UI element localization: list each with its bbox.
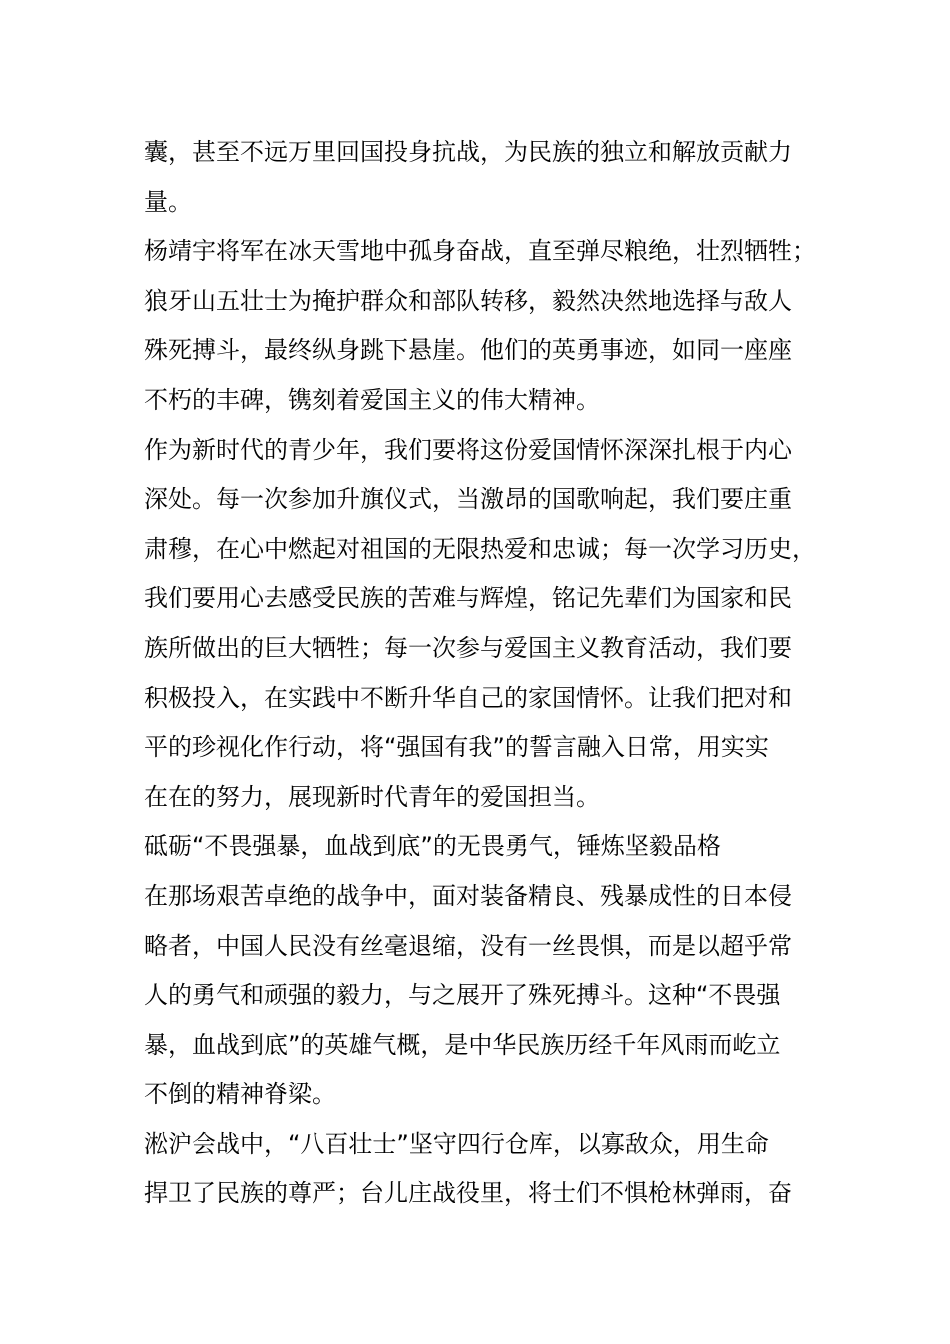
text-line: 捍卫了民族的尊严；台儿庄战役里，将士们不惧枪林弹雨，奋 [144,1179,792,1208]
text-line: 量。 [144,187,192,216]
text-line: 我们要用心去感受民族的苦难与辉煌，铭记先辈们为国家和民 [144,584,792,613]
text-line: 族所做出的巨大牺牲；每一次参与爱国主义教育活动，我们要 [144,633,792,662]
text-line: 狼牙山五壮士为掩护群众和部队转移，毅然决然地选择与敌人 [144,286,792,315]
text-line: 杨靖宇将军在冰天雪地中孤身奋战，直至弹尽粮绝，壮烈牺牲； [144,237,816,266]
text-line: 作为新时代的青少年，我们要将这份爱国情怀深深扎根于内心 [144,435,792,464]
text-line: 平的珍视化作行动，将“强国有我”的誓言融入日常，用实实 [144,733,769,762]
text-line: 略者，中国人民没有丝毫退缩，没有一丝畏惧，而是以超乎常 [144,931,792,960]
text-line: 在在的努力，展现新时代青年的爱国担当。 [144,782,600,811]
text-line: 淞沪会战中，“八百壮士”坚守四行仓库，以寡敌众，用生命 [144,1129,769,1158]
text-line: 积极投入，在实践中不断升华自己的家国情怀。让我们把对和 [144,683,792,712]
text-line: 殊死搏斗，最终纵身跳下悬崖。他们的英勇事迹，如同一座座 [144,336,792,365]
text-line: 暴，血战到底”的英雄气概，是中华民族历经千年风雨而屹立 [144,1030,781,1059]
body-text [144,128,834,1219]
text-line: 不倒的精神脊梁。 [144,1080,336,1109]
text-line: 肃穆，在心中燃起对祖国的无限热爱和忠诚；每一次学习历史， [144,534,816,563]
section-heading: 砥砺“不畏强暴，血战到底”的无畏勇气，锤炼坚毅品格 [144,832,721,861]
text-line: 在那场艰苦卓绝的战争中，面对装备精良、残暴成性的日本侵 [144,881,792,910]
text-line: 不朽的丰碑，镌刻着爱国主义的伟大精神。 [144,385,600,414]
text-line: 囊，甚至不远万里回国投身抗战，为民族的独立和解放贡献力 [144,138,792,166]
text-line: 人的勇气和顽强的毅力，与之展开了殊死搏斗。这种“不畏强 [144,981,781,1010]
text-line: 深处。每一次参加升旗仪式，当激昂的国歌响起，我们要庄重 [144,485,792,514]
